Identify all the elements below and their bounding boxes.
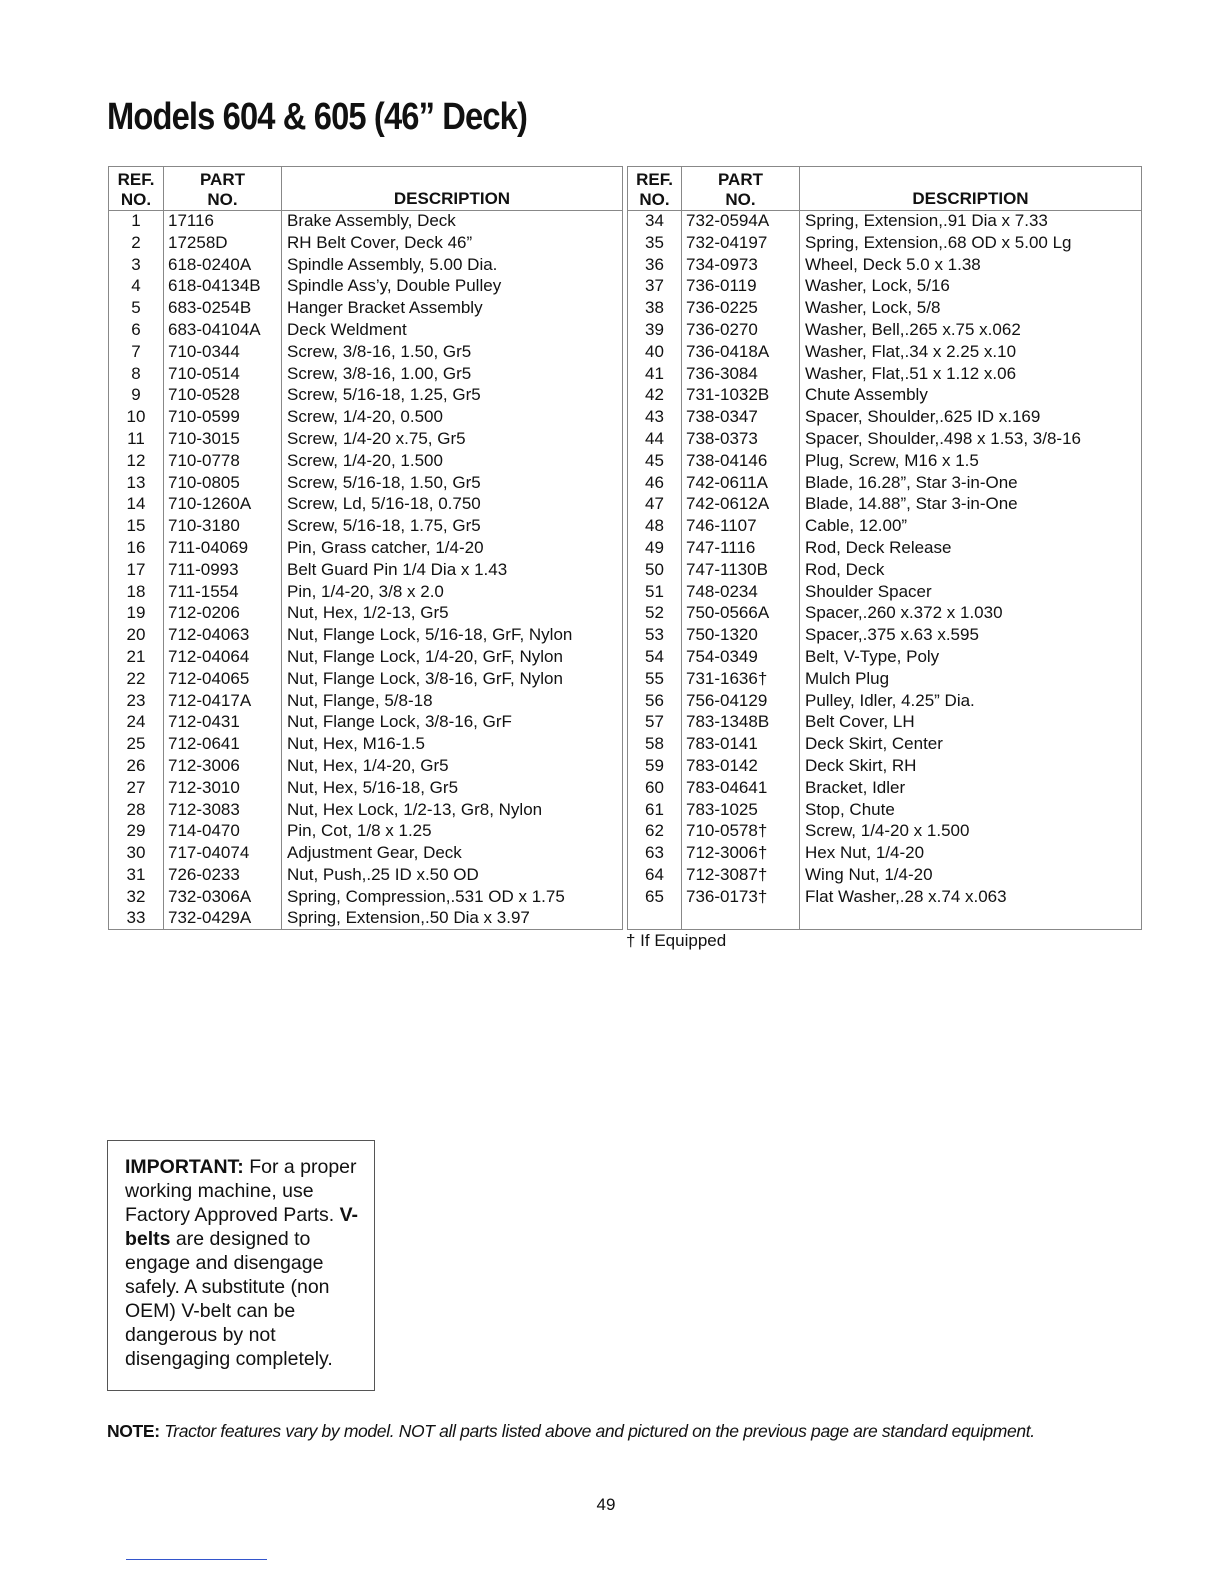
table-row bbox=[109, 821, 623, 843]
table-row bbox=[628, 385, 1142, 407]
vbelts-term: V-belts bbox=[125, 1204, 359, 1250]
description-cell: Screw, 1/4-20 x 1.500 bbox=[800, 821, 1142, 843]
table-row bbox=[628, 712, 1142, 734]
part-no-cell: 726-0233 bbox=[164, 864, 282, 886]
description-cell: Shoulder Spacer bbox=[800, 581, 1142, 603]
table-row bbox=[109, 734, 623, 756]
part-no-cell: 783-0142 bbox=[682, 755, 800, 777]
table-row bbox=[628, 537, 1142, 559]
description-cell: Screw, 1/4-20, 0.500 bbox=[282, 407, 623, 429]
part-no-cell: 736-0418A bbox=[682, 341, 800, 363]
ref-no-cell: 40 bbox=[628, 341, 682, 363]
description-cell: Nut, Flange Lock, 3/8-16, GrF bbox=[282, 712, 623, 734]
ref-no-cell: 49 bbox=[628, 537, 682, 559]
description-cell: Rod, Deck Release bbox=[800, 537, 1142, 559]
table-row bbox=[109, 843, 623, 865]
description-header: DESCRIPTION bbox=[282, 167, 623, 211]
ref-no-cell: 65 bbox=[628, 886, 682, 908]
description-cell: Nut, Hex, M16-1.5 bbox=[282, 734, 623, 756]
table-row bbox=[109, 516, 623, 538]
ref-no-cell: 57 bbox=[628, 712, 682, 734]
ref-no-cell: 62 bbox=[628, 821, 682, 843]
ref-no-cell: 38 bbox=[628, 298, 682, 320]
ref-no-cell: 4 bbox=[109, 276, 164, 298]
part-no-cell: 714-0470 bbox=[164, 821, 282, 843]
part-no-cell: 732-04197 bbox=[682, 232, 800, 254]
part-no-cell: 747-1130B bbox=[682, 559, 800, 581]
description-cell: Flat Washer,.28 x.74 x.063 bbox=[800, 886, 1142, 908]
table-row bbox=[628, 603, 1142, 625]
part-no-cell: 734-0973 bbox=[682, 254, 800, 276]
part-no-cell: 710-0805 bbox=[164, 472, 282, 494]
ref-no-cell: 7 bbox=[109, 341, 164, 363]
ref-no-cell: 44 bbox=[628, 428, 682, 450]
ref-no-cell: 10 bbox=[109, 407, 164, 429]
table-row bbox=[628, 494, 1142, 516]
ref-no-cell: 64 bbox=[628, 864, 682, 886]
ref-no-header: REF. NO. bbox=[109, 167, 164, 211]
ref-no-cell: 9 bbox=[109, 385, 164, 407]
description-cell: Bracket, Idler bbox=[800, 777, 1142, 799]
part-no-cell: 17258D bbox=[164, 232, 282, 254]
ref-no-cell: 46 bbox=[628, 472, 682, 494]
description-cell: Nut, Hex, 5/16-18, Gr5 bbox=[282, 777, 623, 799]
part-no-cell: 742-0611A bbox=[682, 472, 800, 494]
table-row bbox=[628, 864, 1142, 886]
empty-cell bbox=[682, 908, 800, 930]
table-row bbox=[109, 341, 623, 363]
description-cell: Belt Guard Pin 1/4 Dia x 1.43 bbox=[282, 559, 623, 581]
table-row bbox=[628, 734, 1142, 756]
table-row bbox=[628, 777, 1142, 799]
table-row bbox=[109, 232, 623, 254]
description-cell: Screw, 1/4-20 x.75, Gr5 bbox=[282, 428, 623, 450]
ref-no-cell: 16 bbox=[109, 537, 164, 559]
description-cell: Pulley, Idler, 4.25” Dia. bbox=[800, 690, 1142, 712]
part-no-cell: 783-0141 bbox=[682, 734, 800, 756]
table-row bbox=[109, 690, 623, 712]
table-row bbox=[628, 668, 1142, 690]
part-no-cell: 736-0225 bbox=[682, 298, 800, 320]
part-no-cell: 710-0344 bbox=[164, 341, 282, 363]
description-cell: Stop, Chute bbox=[800, 799, 1142, 821]
ref-no-cell: 26 bbox=[109, 755, 164, 777]
description-cell: Nut, Push,.25 ID x.50 OD bbox=[282, 864, 623, 886]
part-no-cell: 712-3010 bbox=[164, 777, 282, 799]
ref-no-header: REF. NO. bbox=[628, 167, 682, 211]
ref-no-cell: 48 bbox=[628, 516, 682, 538]
important-notice-text: IMPORTANT: For a proper working machine, use Factory Approved Parts. V-belts are designed to engage and disengage safely. A substitute (non OEM) V-belt can be dangerous by not disengaging completely. bbox=[125, 1156, 359, 1370]
table-row bbox=[109, 603, 623, 625]
ref-no-cell: 42 bbox=[628, 385, 682, 407]
ref-no-cell: 28 bbox=[109, 799, 164, 821]
table-row bbox=[628, 341, 1142, 363]
description-cell: Nut, Hex Lock, 1/2-13, Gr8, Nylon bbox=[282, 799, 623, 821]
table-row bbox=[109, 298, 623, 320]
part-no-cell: 710-0528 bbox=[164, 385, 282, 407]
ref-no-cell: 15 bbox=[109, 516, 164, 538]
ref-no-cell: 24 bbox=[109, 712, 164, 734]
ref-no-cell: 56 bbox=[628, 690, 682, 712]
page-number: 49 bbox=[596, 1495, 616, 1514]
table-row bbox=[628, 799, 1142, 821]
ref-no-cell: 50 bbox=[628, 559, 682, 581]
part-no-cell: 738-04146 bbox=[682, 450, 800, 472]
part-no-cell: 742-0612A bbox=[682, 494, 800, 516]
part-no-cell: 756-04129 bbox=[682, 690, 800, 712]
description-cell: Plug, Screw, M16 x 1.5 bbox=[800, 450, 1142, 472]
ref-no-cell: 59 bbox=[628, 755, 682, 777]
ref-no-cell: 54 bbox=[628, 646, 682, 668]
part-no-cell: 710-3015 bbox=[164, 428, 282, 450]
description-cell: Screw, 5/16-18, 1.75, Gr5 bbox=[282, 516, 623, 538]
description-cell: Nut, Hex, 1/2-13, Gr5 bbox=[282, 603, 623, 625]
description-cell: Screw, 3/8-16, 1.50, Gr5 bbox=[282, 341, 623, 363]
footnote-if-equipped: † If Equipped bbox=[626, 931, 727, 950]
ref-no-cell: 32 bbox=[109, 886, 164, 908]
ref-no-cell: 51 bbox=[628, 581, 682, 603]
table-row bbox=[628, 450, 1142, 472]
ref-no-cell: 39 bbox=[628, 319, 682, 341]
part-no-cell: 732-0594A bbox=[682, 211, 800, 233]
part-no-cell: 683-04104A bbox=[164, 319, 282, 341]
table-row bbox=[109, 450, 623, 472]
ref-no-cell: 53 bbox=[628, 625, 682, 647]
description-cell: Washer, Flat,.34 x 2.25 x.10 bbox=[800, 341, 1142, 363]
description-cell: Pin, Cot, 1/8 x 1.25 bbox=[282, 821, 623, 843]
description-cell: Cable, 12.00” bbox=[800, 516, 1142, 538]
part-no-cell: 717-04074 bbox=[164, 843, 282, 865]
table-row bbox=[109, 908, 623, 930]
table-header-row bbox=[109, 167, 623, 211]
description-cell: Hanger Bracket Assembly bbox=[282, 298, 623, 320]
table-row bbox=[109, 559, 623, 581]
ref-no-cell: 23 bbox=[109, 690, 164, 712]
part-no-cell: 618-0240A bbox=[164, 254, 282, 276]
ref-no-cell: 22 bbox=[109, 668, 164, 690]
table-row bbox=[109, 254, 623, 276]
part-no-cell: 732-0306A bbox=[164, 886, 282, 908]
part-no-cell: 712-04065 bbox=[164, 668, 282, 690]
note-line bbox=[107, 1421, 1035, 1442]
part-no-cell: 731-1636† bbox=[682, 668, 800, 690]
ref-no-cell: 35 bbox=[628, 232, 682, 254]
description-cell: Washer, Bell,.265 x.75 x.062 bbox=[800, 319, 1142, 341]
table-row bbox=[109, 646, 623, 668]
part-no-header: PART NO. bbox=[164, 167, 282, 211]
description-cell: Adjustment Gear, Deck bbox=[282, 843, 623, 865]
ref-no-cell: 34 bbox=[628, 211, 682, 233]
ref-no-cell: 11 bbox=[109, 428, 164, 450]
note-text: Tractor features vary by model. NOT all parts listed above and pictured on the previous page are standard equipment. bbox=[164, 1421, 1035, 1441]
part-no-cell: 736-3084 bbox=[682, 363, 800, 385]
important-label: IMPORTANT: bbox=[125, 1156, 244, 1178]
table-row bbox=[628, 625, 1142, 647]
description-cell: Nut, Flange Lock, 1/4-20, GrF, Nylon bbox=[282, 646, 623, 668]
table-row bbox=[109, 363, 623, 385]
footer-link-rule bbox=[126, 1559, 267, 1560]
ref-no-cell: 45 bbox=[628, 450, 682, 472]
part-no-cell: 712-3006 bbox=[164, 755, 282, 777]
table-row bbox=[628, 690, 1142, 712]
part-no-cell: 746-1107 bbox=[682, 516, 800, 538]
table-row bbox=[109, 211, 623, 233]
ref-no-cell: 20 bbox=[109, 625, 164, 647]
description-cell: Spring, Extension,.50 Dia x 3.97 bbox=[282, 908, 623, 930]
table-row bbox=[628, 298, 1142, 320]
description-cell: Brake Assembly, Deck bbox=[282, 211, 623, 233]
ref-no-cell: 58 bbox=[628, 734, 682, 756]
part-no-cell: 712-3083 bbox=[164, 799, 282, 821]
description-cell: Screw, 1/4-20, 1.500 bbox=[282, 450, 623, 472]
ref-no-cell: 41 bbox=[628, 363, 682, 385]
ref-no-cell: 2 bbox=[109, 232, 164, 254]
table-row bbox=[109, 799, 623, 821]
description-cell: Screw, Ld, 5/16-18, 0.750 bbox=[282, 494, 623, 516]
table-row bbox=[628, 581, 1142, 603]
part-no-cell: 710-0514 bbox=[164, 363, 282, 385]
description-cell: Washer, Flat,.51 x 1.12 x.06 bbox=[800, 363, 1142, 385]
table-row bbox=[628, 363, 1142, 385]
table-row bbox=[109, 276, 623, 298]
page-title: Models 604 & 605 (46” Deck) bbox=[107, 96, 527, 138]
part-no-cell: 712-0641 bbox=[164, 734, 282, 756]
description-cell: RH Belt Cover, Deck 46” bbox=[282, 232, 623, 254]
table-row bbox=[628, 254, 1142, 276]
description-cell: Spacer, Shoulder,.498 x 1.53, 3/8-16 bbox=[800, 428, 1142, 450]
table-row bbox=[109, 537, 623, 559]
part-no-cell: 754-0349 bbox=[682, 646, 800, 668]
ref-no-cell: 47 bbox=[628, 494, 682, 516]
description-cell: Mulch Plug bbox=[800, 668, 1142, 690]
table-row bbox=[628, 821, 1142, 843]
part-no-cell: 712-04063 bbox=[164, 625, 282, 647]
part-no-cell: 618-04134B bbox=[164, 276, 282, 298]
part-no-cell: 711-0993 bbox=[164, 559, 282, 581]
description-cell: Nut, Hex, 1/4-20, Gr5 bbox=[282, 755, 623, 777]
ref-no-cell: 37 bbox=[628, 276, 682, 298]
table-row bbox=[109, 625, 623, 647]
table-row bbox=[628, 646, 1142, 668]
ref-no-cell: 43 bbox=[628, 407, 682, 429]
part-no-cell: 750-1320 bbox=[682, 625, 800, 647]
description-cell: Spring, Compression,.531 OD x 1.75 bbox=[282, 886, 623, 908]
parts-table-right bbox=[627, 166, 1142, 930]
description-cell: Deck Skirt, RH bbox=[800, 755, 1142, 777]
table-row bbox=[628, 755, 1142, 777]
part-no-cell: 710-1260A bbox=[164, 494, 282, 516]
table-row bbox=[109, 428, 623, 450]
ref-no-cell: 31 bbox=[109, 864, 164, 886]
table-row bbox=[109, 864, 623, 886]
part-no-cell: 736-0173† bbox=[682, 886, 800, 908]
important-notice-box bbox=[107, 1140, 375, 1391]
description-cell: Washer, Lock, 5/8 bbox=[800, 298, 1142, 320]
description-cell: Blade, 16.28”, Star 3-in-One bbox=[800, 472, 1142, 494]
description-cell: Deck Skirt, Center bbox=[800, 734, 1142, 756]
table-row bbox=[109, 777, 623, 799]
table-row bbox=[109, 668, 623, 690]
ref-no-cell: 8 bbox=[109, 363, 164, 385]
table-row bbox=[109, 407, 623, 429]
part-no-cell: 736-0119 bbox=[682, 276, 800, 298]
part-no-cell: 710-0599 bbox=[164, 407, 282, 429]
ref-no-cell: 17 bbox=[109, 559, 164, 581]
empty-cell bbox=[628, 908, 682, 930]
part-no-header: PART NO. bbox=[682, 167, 800, 211]
description-cell: Pin, Grass catcher, 1/4-20 bbox=[282, 537, 623, 559]
description-cell: Nut, Flange Lock, 3/8-16, GrF, Nylon bbox=[282, 668, 623, 690]
table-row bbox=[109, 712, 623, 734]
ref-no-cell: 60 bbox=[628, 777, 682, 799]
ref-no-cell: 1 bbox=[109, 211, 164, 233]
part-no-cell: 712-0417A bbox=[164, 690, 282, 712]
ref-no-cell: 13 bbox=[109, 472, 164, 494]
description-cell: Blade, 14.88”, Star 3-in-One bbox=[800, 494, 1142, 516]
description-cell: Nut, Flange, 5/8-18 bbox=[282, 690, 623, 712]
description-cell: Chute Assembly bbox=[800, 385, 1142, 407]
part-no-cell: 710-0778 bbox=[164, 450, 282, 472]
ref-no-cell: 61 bbox=[628, 799, 682, 821]
table-header-row bbox=[628, 167, 1142, 211]
description-cell: Spindle Ass’y, Double Pulley bbox=[282, 276, 623, 298]
part-no-cell: 783-1348B bbox=[682, 712, 800, 734]
table-row bbox=[109, 472, 623, 494]
note-label: NOTE: bbox=[107, 1421, 160, 1441]
parts-table-right-body bbox=[628, 211, 1142, 930]
description-cell: Deck Weldment bbox=[282, 319, 623, 341]
part-no-cell: 738-0347 bbox=[682, 407, 800, 429]
part-no-cell: 783-04641 bbox=[682, 777, 800, 799]
table-row bbox=[628, 516, 1142, 538]
description-cell: Screw, 5/16-18, 1.50, Gr5 bbox=[282, 472, 623, 494]
description-cell: Pin, 1/4-20, 3/8 x 2.0 bbox=[282, 581, 623, 603]
description-cell: Belt Cover, LH bbox=[800, 712, 1142, 734]
description-cell: Spacer, Shoulder,.625 ID x.169 bbox=[800, 407, 1142, 429]
table-row bbox=[628, 319, 1142, 341]
table-row bbox=[628, 211, 1142, 233]
description-cell: Spacer,.375 x.63 x.595 bbox=[800, 625, 1142, 647]
description-cell: Spring, Extension,.68 OD x 5.00 Lg bbox=[800, 232, 1142, 254]
ref-no-cell: 29 bbox=[109, 821, 164, 843]
description-cell: Spring, Extension,.91 Dia x 7.33 bbox=[800, 211, 1142, 233]
table-row bbox=[628, 276, 1142, 298]
part-no-cell: 712-3087† bbox=[682, 864, 800, 886]
part-no-cell: 750-0566A bbox=[682, 603, 800, 625]
table-row bbox=[628, 886, 1142, 908]
empty-cell bbox=[800, 908, 1142, 930]
description-cell: Screw, 3/8-16, 1.00, Gr5 bbox=[282, 363, 623, 385]
table-row bbox=[628, 472, 1142, 494]
part-no-cell: 738-0373 bbox=[682, 428, 800, 450]
ref-no-cell: 36 bbox=[628, 254, 682, 276]
part-no-cell: 683-0254B bbox=[164, 298, 282, 320]
description-cell: Belt, V-Type, Poly bbox=[800, 646, 1142, 668]
ref-no-cell: 63 bbox=[628, 843, 682, 865]
ref-no-cell: 30 bbox=[109, 843, 164, 865]
ref-no-cell: 55 bbox=[628, 668, 682, 690]
ref-no-cell: 14 bbox=[109, 494, 164, 516]
ref-no-cell: 21 bbox=[109, 646, 164, 668]
ref-no-cell: 33 bbox=[109, 908, 164, 930]
table-row bbox=[628, 843, 1142, 865]
part-no-cell: 710-3180 bbox=[164, 516, 282, 538]
ref-no-cell: 5 bbox=[109, 298, 164, 320]
table-row bbox=[109, 886, 623, 908]
part-no-cell: 736-0270 bbox=[682, 319, 800, 341]
table-row bbox=[628, 232, 1142, 254]
ref-no-cell: 52 bbox=[628, 603, 682, 625]
table-row bbox=[109, 581, 623, 603]
description-header: DESCRIPTION bbox=[800, 167, 1142, 211]
description-cell: Screw, 5/16-18, 1.25, Gr5 bbox=[282, 385, 623, 407]
parts-table-left-body bbox=[109, 211, 623, 930]
description-cell: Washer, Lock, 5/16 bbox=[800, 276, 1142, 298]
description-cell: Hex Nut, 1/4-20 bbox=[800, 843, 1142, 865]
parts-table-left bbox=[108, 166, 623, 930]
part-no-cell: 712-0206 bbox=[164, 603, 282, 625]
part-no-cell: 17116 bbox=[164, 211, 282, 233]
ref-no-cell: 27 bbox=[109, 777, 164, 799]
table-row bbox=[628, 428, 1142, 450]
part-no-cell: 711-04069 bbox=[164, 537, 282, 559]
part-no-cell: 712-04064 bbox=[164, 646, 282, 668]
ref-no-cell: 18 bbox=[109, 581, 164, 603]
description-cell: Wheel, Deck 5.0 x 1.38 bbox=[800, 254, 1142, 276]
ref-no-cell: 25 bbox=[109, 734, 164, 756]
ref-no-cell: 19 bbox=[109, 603, 164, 625]
description-cell: Rod, Deck bbox=[800, 559, 1142, 581]
description-cell: Spindle Assembly, 5.00 Dia. bbox=[282, 254, 623, 276]
ref-no-cell: 12 bbox=[109, 450, 164, 472]
description-cell: Nut, Flange Lock, 5/16-18, GrF, Nylon bbox=[282, 625, 623, 647]
part-no-cell: 731-1032B bbox=[682, 385, 800, 407]
ref-no-cell: 6 bbox=[109, 319, 164, 341]
part-no-cell: 712-0431 bbox=[164, 712, 282, 734]
description-cell: Wing Nut, 1/4-20 bbox=[800, 864, 1142, 886]
table-row bbox=[109, 385, 623, 407]
part-no-cell: 783-1025 bbox=[682, 799, 800, 821]
part-no-cell: 710-0578† bbox=[682, 821, 800, 843]
table-row bbox=[628, 559, 1142, 581]
part-no-cell: 748-0234 bbox=[682, 581, 800, 603]
table-row bbox=[109, 755, 623, 777]
description-cell: Spacer,.260 x.372 x 1.030 bbox=[800, 603, 1142, 625]
part-no-cell: 712-3006† bbox=[682, 843, 800, 865]
ref-no-cell: 3 bbox=[109, 254, 164, 276]
part-no-cell: 732-0429A bbox=[164, 908, 282, 930]
table-row bbox=[109, 319, 623, 341]
part-no-cell: 747-1116 bbox=[682, 537, 800, 559]
table-row-empty bbox=[628, 908, 1142, 930]
table-row bbox=[109, 494, 623, 516]
table-row bbox=[628, 407, 1142, 429]
part-no-cell: 711-1554 bbox=[164, 581, 282, 603]
